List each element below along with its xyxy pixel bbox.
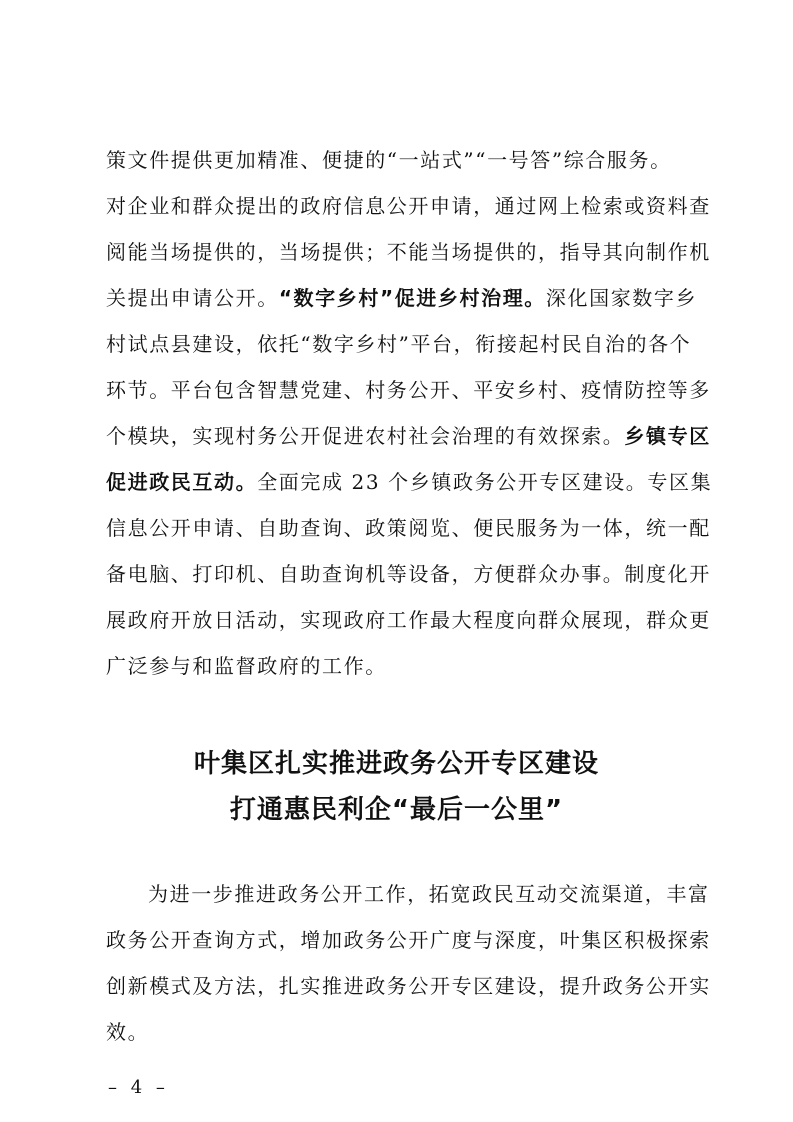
paragraph-line: 信息公开申请、自助查询、政策阅览、便民服务为一体，统一配 (106, 516, 711, 540)
text-run: 个模块，实现村务公开促进农村社会治理的有效探索。 (106, 424, 625, 448)
paragraph-line: 村试点县建设，依托“数字乡村”平台，衔接起村民自治的各个 (106, 332, 692, 356)
paragraph-line: 对企业和群众提出的政府信息公开申请，通过网上检索或资料查 (106, 194, 711, 218)
bold-heading-run: 促进政民互动。 (106, 470, 258, 494)
text-run: 全面完成 23 个乡镇政务公开专区建设。专区集 (257, 470, 713, 494)
paragraph-line: 为进一步推进政务公开工作，拓宽政民互动交流渠道，丰富 (148, 882, 710, 906)
paragraph-line: 策文件提供更加精准、便捷的“一站式”“一号答”综合服务。 (106, 148, 672, 172)
bold-heading-run: “数字乡村”促进乡村治理。 (278, 286, 546, 310)
paragraph-line: 展政府开放日活动，实现政府工作最大程度向群众展现，群众更 (106, 608, 711, 632)
article-title-line-2: 打通惠民利企“最后一公里” (229, 795, 564, 825)
paragraph-line: 政务公开查询方式，增加政务公开广度与深度，叶集区积极探索 (106, 928, 711, 952)
text-run: 深化国家数字乡 (545, 286, 698, 310)
bold-heading-run: 乡镇专区 (624, 424, 711, 448)
article-title-line-1: 叶集区扎实推进政务公开专区建设 (193, 749, 599, 779)
paragraph-line: 创新模式及方法，扎实推进政务公开专区建设，提升政务公开实 (106, 974, 711, 998)
paragraph-line: 广泛参与和监督政府的工作。 (106, 654, 387, 678)
paragraph-line (106, 462, 712, 502)
paragraph-line: 效。 (106, 1020, 150, 1044)
paragraph-line: 阅能当场提供的，当场提供；不能当场提供的，指导其向制作机 (106, 240, 711, 264)
paragraph-line: 备电脑、打印机、自助查询机等设备，方便群众办事。制度化开 (106, 562, 711, 586)
page-number: – 4 – (108, 1077, 169, 1098)
paragraph-line (106, 416, 711, 456)
paragraph-line (106, 278, 697, 318)
paragraph-line: 环节。平台包含智慧党建、村务公开、平安乡村、疫情防控等多 (106, 378, 711, 402)
text-run: 关提出申请公开。 (106, 286, 279, 310)
